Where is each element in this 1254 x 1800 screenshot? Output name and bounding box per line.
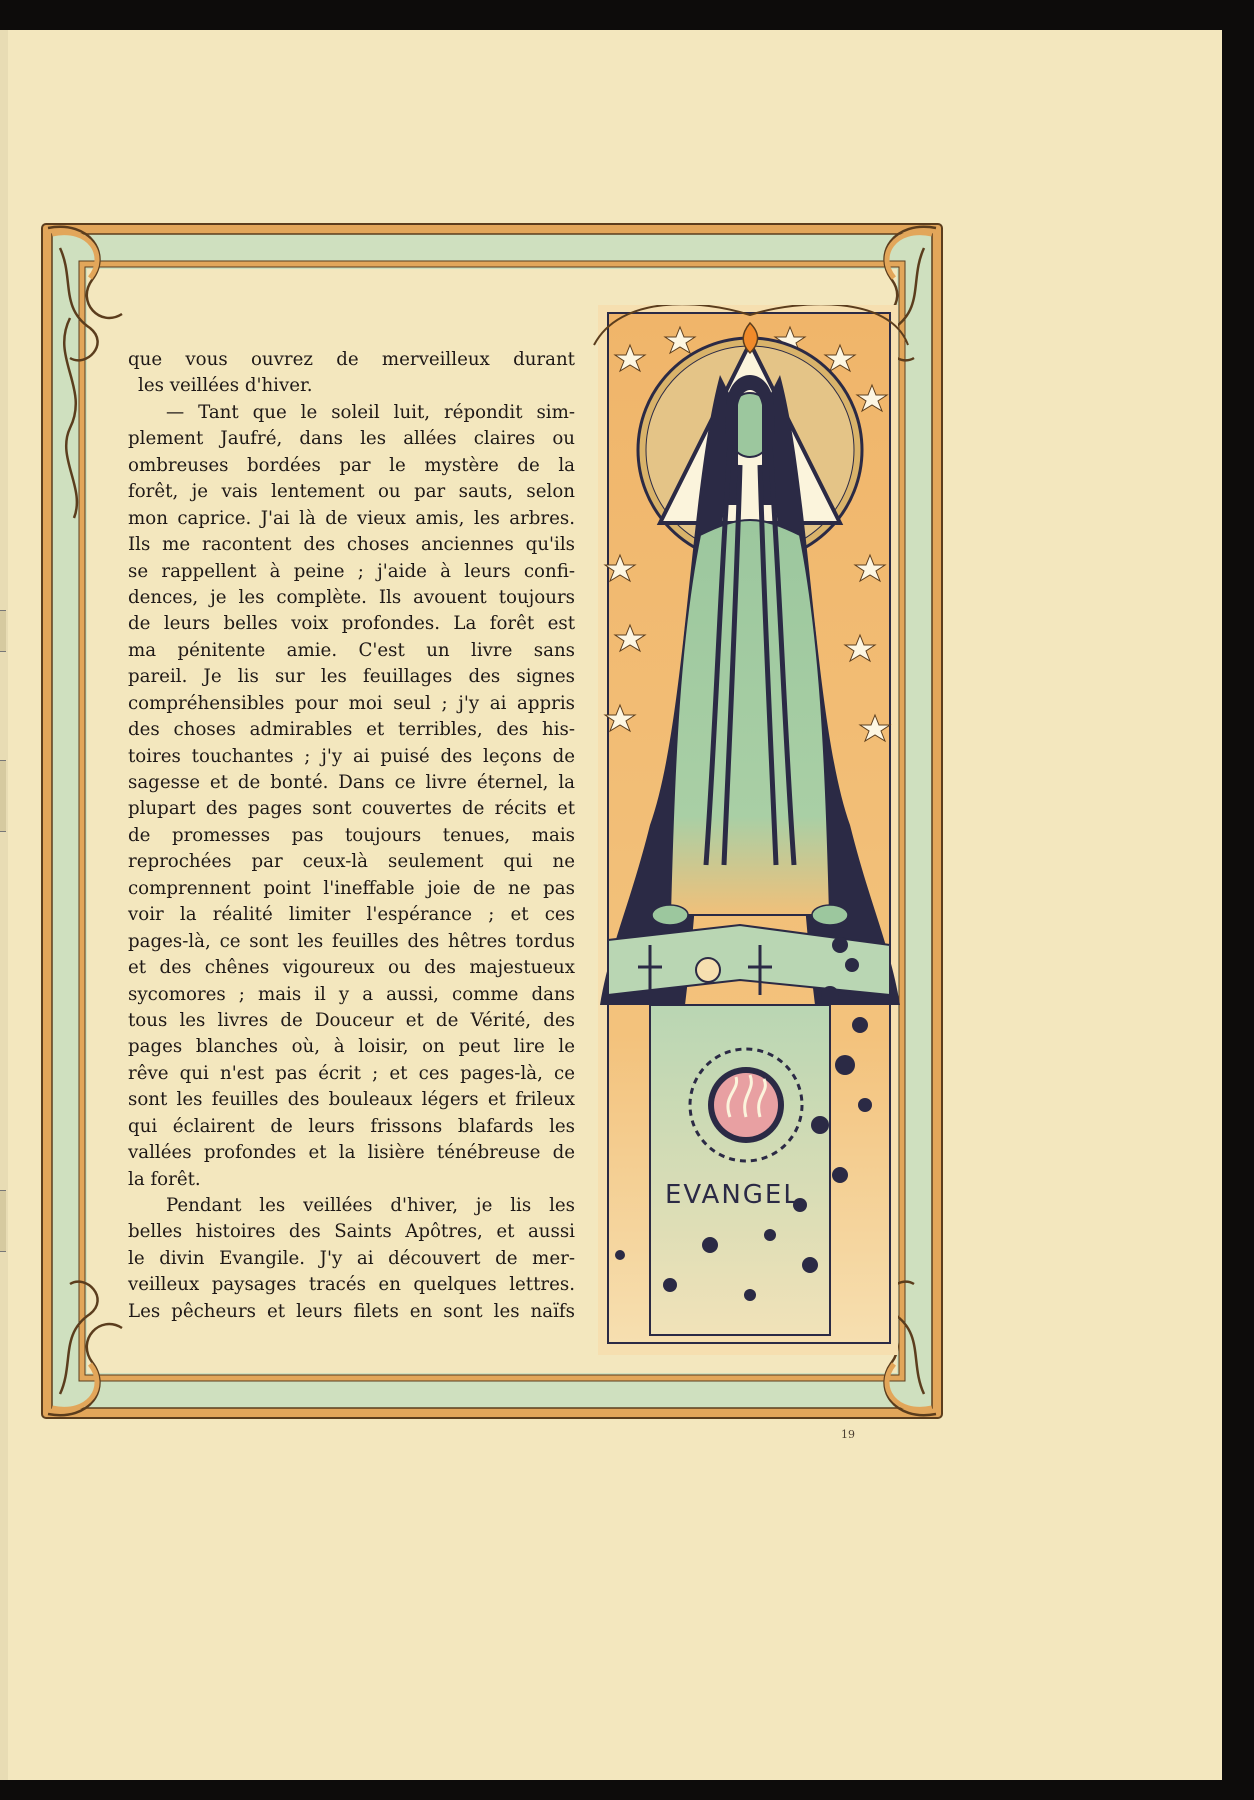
text-line: belles histoires des Saints Apôtres, et aussi — [128, 1221, 575, 1243]
text-line: comprennent point l'ineffable joie de ne pas — [128, 877, 575, 899]
body-text — [128, 347, 575, 1325]
text-line: sagesse et de bonté. Dans ce livre éternel, la — [128, 772, 575, 793]
text-line: sycomores ; mais il y a aussi, comme dans — [128, 983, 575, 1005]
text-line: que vous ouvrez de merveilleux durant — [128, 349, 575, 370]
text-line: de leurs belles voix profondes. La forêt est — [128, 613, 575, 635]
text-line: ombreuses bordées par le mystère de la — [128, 454, 575, 476]
text-line: tous les livres de Douceur et de Vérité, des — [128, 1009, 575, 1031]
pedestal-inscription: EVANGEL — [665, 1180, 800, 1210]
text-line: rêve qui n'est pas écrit ; et ces pages-là, ce — [128, 1062, 575, 1084]
text-line: plement Jaufré, dans les allées claires ou — [128, 428, 575, 450]
text-line: Les pêcheurs et leurs filets en sont les naïfs — [128, 1300, 575, 1322]
text-line: les veillées d'hiver. — [138, 375, 313, 397]
text-line: plupart des pages sont couvertes de récits et — [128, 798, 575, 820]
text-line: ma pénitente amie. C'est un livre sans — [128, 639, 575, 661]
text-line: forêt, je vais lentement ou par sauts, selon — [128, 481, 575, 503]
text-line: le divin Evangile. J'y ai découvert de mer- — [128, 1247, 575, 1269]
text-line: mon caprice. J'ai là de vieux amis, les arbres. — [128, 507, 575, 529]
text-line: pages blanches où, à loisir, on peut lire le — [128, 1036, 575, 1058]
text-line: et des chênes vigoureux ou des majestueux — [128, 957, 575, 979]
text-line: de promesses pas toujours tenues, mais — [128, 824, 575, 846]
text-line: des choses admirables et terribles, des his- — [128, 719, 575, 741]
text-line: pages-là, ce sont les feuilles des hêtres tordus — [128, 930, 575, 952]
text-line: se rappellent à peine ; j'aide à leurs confi- — [128, 560, 575, 582]
text-line: — Tant que le soleil luit, répondit sim- — [166, 401, 575, 423]
text-line: sont les feuilles des bouleaux légers et frileux — [128, 1089, 575, 1111]
text-line: la forêt. — [128, 1168, 201, 1190]
text-line: veilleux paysages tracés en quelques lettres. — [128, 1274, 575, 1296]
text-line: reprochées par ceux-là seulement qui ne — [128, 851, 575, 873]
text-line: pareil. Je lis sur les feuillages des signes — [128, 666, 575, 688]
text-line: dences, je les complète. Ils avouent toujours — [128, 586, 575, 608]
text-line: toires touchantes ; j'y ai puisé des leçons de — [128, 745, 575, 767]
text-line: qui éclairent de leurs frissons blafards les — [128, 1115, 575, 1137]
text-line: compréhensibles pour moi seul ; j'y ai appris — [128, 692, 575, 714]
page-number: 19 — [841, 1428, 855, 1441]
text-line: Ils me racontent des choses anciennes qu'ils — [128, 534, 575, 556]
text-line: vallées profondes et la lisière ténébreuse de — [128, 1142, 575, 1164]
text-line: voir la réalité limiter l'espérance ; et ces — [128, 904, 575, 926]
text-line: Pendant les veillées d'hiver, je lis les — [166, 1195, 575, 1216]
